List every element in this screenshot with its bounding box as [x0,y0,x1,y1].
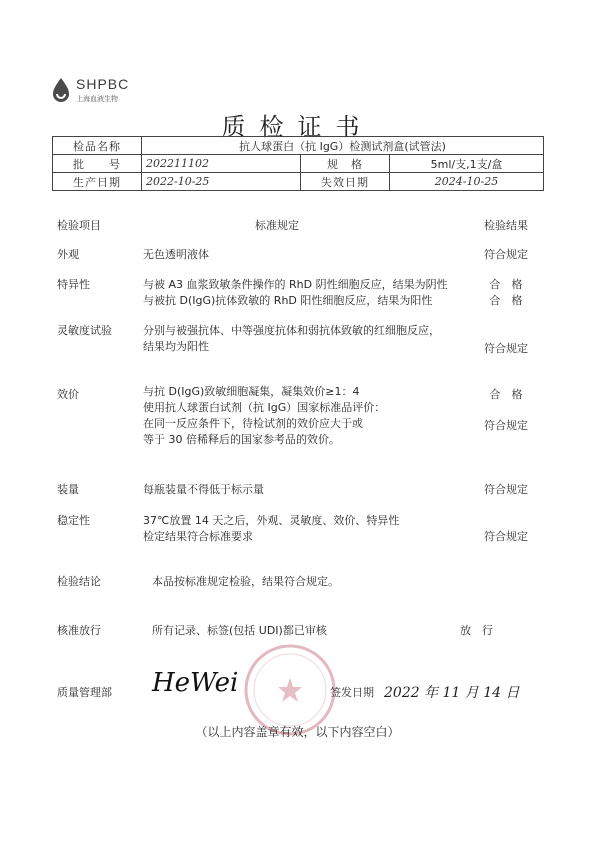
standard-line: 分别与被强抗体、中等强度抗体和弱抗体致敏的红细胞反应， [143,324,440,337]
shpbc-logo-icon [50,77,72,103]
footer-note: （以上内容盖章有效，以下内容空白） [195,725,400,739]
item-appearance: 外观 [57,248,79,261]
item-stability: 稳定性 [57,514,90,527]
page-title: 质检证书 [221,113,374,141]
item-specificity: 特异性 [57,278,90,291]
result-line: 符合规定 [484,342,528,355]
brand-name: SHPBC [76,76,130,92]
standard-line: 无色透明液体 [143,248,209,261]
result-line: 合 格 [489,278,523,291]
result-line: 符合规定 [484,530,528,543]
release-label: 核准放行 [57,624,101,637]
standard-line: 检定结果符合标准要求 [143,530,253,543]
standard-line: 每瓶装量不得低于标示量 [143,483,264,496]
release-result: 放 行 [460,624,493,637]
col-result-header: 检验结果 [484,219,528,232]
result-line: 符合规定 [484,248,528,261]
batch-value: 202211102 [142,155,301,173]
batch-label: 批 号 [53,155,142,173]
release-text: 所有记录、标签(包括 UDI)都已审核 [152,624,327,637]
issue-date-value: 2022 年 11 月 14 日 [384,685,520,701]
item-titer: 效价 [57,388,79,401]
exp-date-value: 2024-10-25 [390,173,544,191]
standard-line: 与被抗 D(IgG)抗体致敏的 RhD 阳性细胞反应，结果为阳性 [143,294,433,307]
col-standard-header: 标准规定 [255,219,299,232]
standard-line: 与被 A3 血浆致敏条件操作的 RhD 阴性细胞反应，结果为阴性 [143,278,448,291]
mfg-date-label: 生产日期 [53,173,142,191]
spec-value: 5ml/支,1支/盒 [390,155,544,173]
standard-line: 结果均为阳性 [143,340,209,353]
item-fill-volume: 装量 [57,483,79,496]
header-table [52,136,544,191]
result-line: 符合规定 [484,483,528,496]
standard-line: 37℃放置 14 天之后，外观、灵敏度、效价、特异性 [143,514,400,527]
result-line: 符合规定 [484,419,528,432]
product-label: 检品名称 [53,137,142,155]
qa-signature: HeWei [152,668,239,698]
result-line: 合 格 [489,388,523,401]
conclusion-text: 本品按标准规定检验，结果符合规定。 [152,575,339,588]
qa-department-label: 质量管理部 [57,686,112,699]
conclusion-label: 检验结论 [57,575,101,588]
result-line: 合 格 [489,294,523,307]
standard-line: 与抗 D(IgG)致敏细胞凝集，凝集效价≥1：4 [143,385,360,398]
brand-subtitle: 上海血液生物 [76,95,118,103]
product-value: 抗人球蛋白（抗 IgG）检测试剂盒(试管法) [142,137,544,155]
mfg-date-value: 2022-10-25 [142,173,301,191]
exp-date-label: 失效日期 [301,173,390,191]
spec-label: 规 格 [301,155,390,173]
standard-line: 等于 30 倍稀释后的国家参考品的效价。 [143,433,340,446]
col-item-header: 检验项目 [57,219,101,232]
standard-line: 在同一反应条件下，待检试剂的效价应大于或 [143,417,363,430]
item-sensitivity: 灵敏度试验 [57,324,112,337]
issue-date-label: 签发日期 [330,686,374,699]
standard-line: 使用抗人球蛋白试剂（抗 IgG）国家标准品评价： [143,401,386,414]
